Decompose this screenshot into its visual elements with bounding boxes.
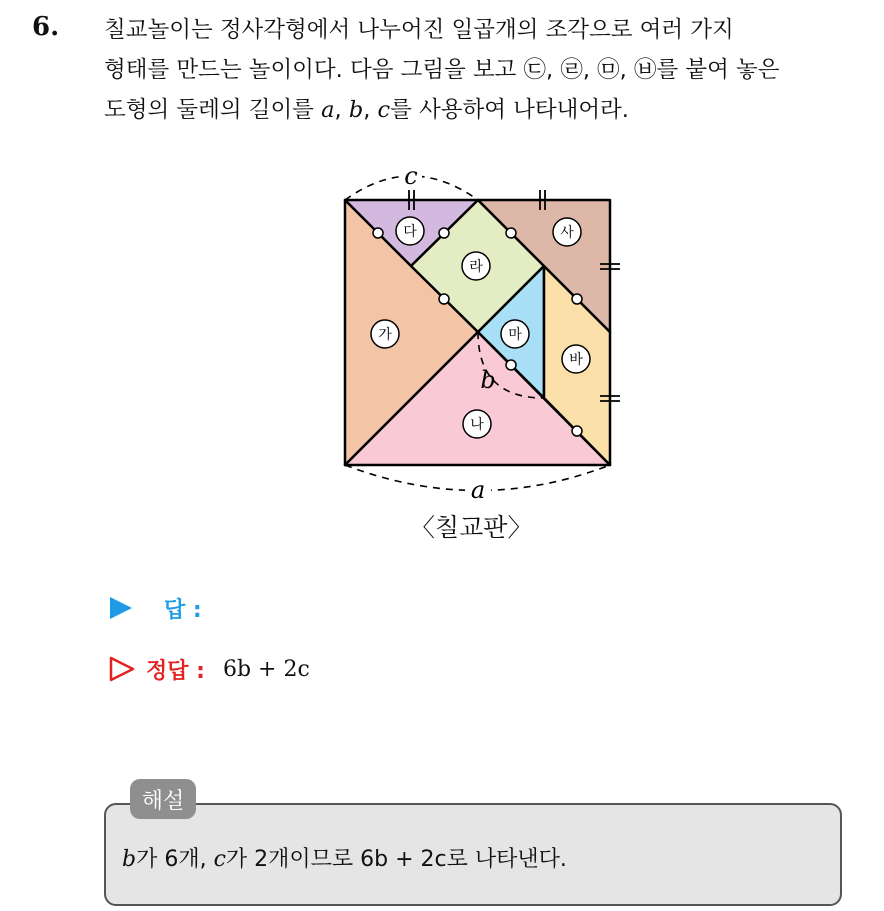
piece-label-ra: 라 bbox=[469, 259, 483, 275]
answer-label: 답 : bbox=[164, 597, 202, 623]
piece-label-na: 나 bbox=[470, 417, 484, 433]
question-number: 6. bbox=[32, 12, 60, 42]
explanation-part-2: 가 2개이므로 6b + 2c로 나타낸다. bbox=[225, 847, 567, 872]
marker-circle bbox=[439, 294, 449, 304]
label-a: a bbox=[470, 476, 486, 504]
play-arrow-icon bbox=[108, 595, 134, 621]
question-line-3-pre: 도형의 둘레의 길이를 bbox=[104, 97, 322, 123]
outline-arrow-icon bbox=[108, 655, 136, 683]
question-line-2: 형태를 만드는 놀이이다. 다음 그림을 보고 ㉢, ㉣, ㉤, ㉥를 붙여 놓은 bbox=[104, 57, 780, 83]
explanation-var-b: b bbox=[122, 847, 137, 872]
marker-circle bbox=[506, 228, 516, 238]
piece-label-ma: 마 bbox=[508, 327, 522, 343]
var-b: b bbox=[348, 97, 364, 123]
answer-row bbox=[108, 592, 406, 624]
separator: , bbox=[363, 97, 378, 123]
var-a: a bbox=[321, 97, 335, 123]
explanation-part-1: 가 6개, bbox=[136, 847, 214, 872]
correct-answer-row bbox=[108, 652, 310, 686]
figure-caption: 〈칠교판〉 bbox=[410, 513, 533, 542]
marker-circle bbox=[439, 228, 449, 238]
var-c: c bbox=[377, 97, 391, 123]
piece-label-da: 다 bbox=[403, 224, 417, 240]
piece-label-sa: 사 bbox=[560, 225, 574, 241]
marker-circle bbox=[572, 426, 582, 436]
label-c: c bbox=[404, 162, 418, 190]
explanation-var-c: c bbox=[213, 847, 226, 872]
marker-circle bbox=[572, 294, 582, 304]
correct-answer-label: 정답 : bbox=[146, 658, 205, 684]
correct-answer-value: 6b + 2c bbox=[222, 656, 310, 682]
explanation-tab: 해설 bbox=[130, 779, 196, 819]
answer-input[interactable] bbox=[202, 594, 406, 622]
piece-label-ba: 바 bbox=[569, 352, 583, 368]
marker-circle bbox=[373, 228, 383, 238]
question-line-1: 칠교놀이는 정사각형에서 나누어진 일곱개의 조각으로 여러 가지 bbox=[104, 17, 734, 43]
explanation-text bbox=[122, 842, 567, 873]
piece-label-ga: 가 bbox=[378, 327, 392, 343]
label-b: b bbox=[480, 366, 496, 394]
separator: , bbox=[334, 97, 349, 123]
question-line-3-post: 를 사용하여 나타내어라. bbox=[390, 97, 629, 123]
marker-circle bbox=[506, 360, 516, 370]
